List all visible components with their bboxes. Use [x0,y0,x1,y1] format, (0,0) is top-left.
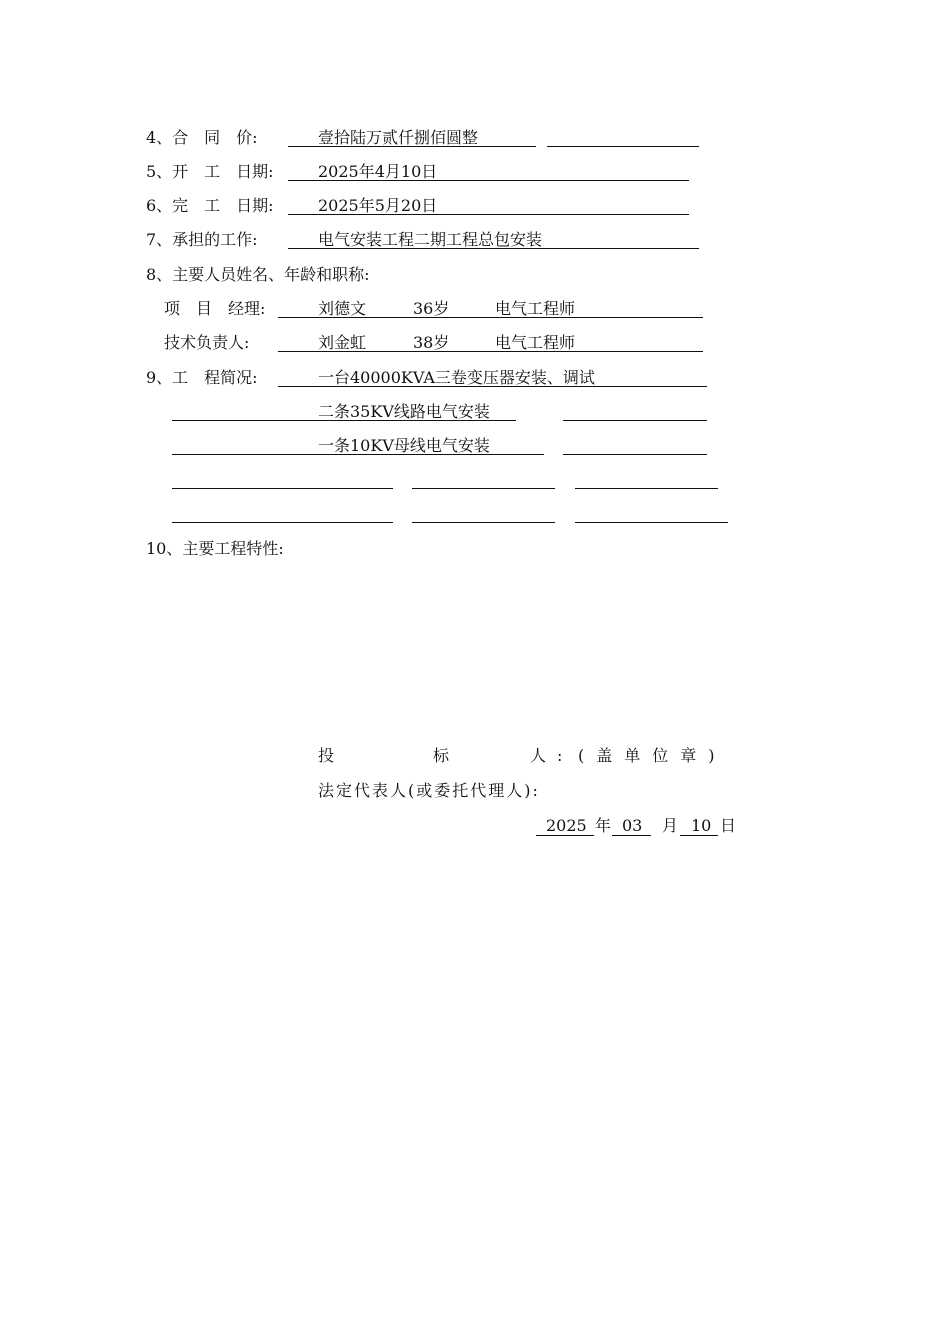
seal-note: (盖单位章) [578,746,727,765]
underline [563,420,707,421]
sign-date-day-unit: 日 [720,816,737,835]
personnel-name: 刘金虹 [318,333,367,352]
underline [172,454,544,455]
contract-price-value: 壹拾陆万贰仟捌佰圆整 [318,128,479,147]
underline [612,835,651,836]
personnel-title: 电气工程师 [495,299,576,318]
bidder-char: 人 [530,746,547,765]
underline [412,522,555,523]
sign-date-day: 10 [691,816,712,835]
sign-date-month-unit: 月 [662,816,679,835]
underline [288,146,536,147]
work-scope-label: 7、承担的工作: [146,230,258,249]
personnel-age: 36岁 [413,299,450,318]
underline [563,454,707,455]
start-date-label: 5、开 工 日期: [146,162,274,181]
bidder-char: 标 [433,746,450,765]
underline [412,488,555,489]
underline [547,146,699,147]
personnel-age: 38岁 [413,333,450,352]
legal-representative-label: 法定代表人(或委托代理人): [318,781,540,800]
underline [575,488,718,489]
underline [288,248,699,249]
contract-price-label: 4、合 同 价: [146,128,258,147]
underline [172,488,393,489]
personnel-name: 刘德文 [318,299,367,318]
sign-date-year-unit: 年 [595,816,612,835]
overview-line: 一条10KV母线电气安装 [318,436,490,455]
sign-date-month: 03 [622,816,643,835]
overview-line: 二条35KV线路电气安装 [318,402,490,421]
underline [288,214,689,215]
work-scope-value: 电气安装工程二期工程总包安装 [318,230,543,249]
personnel-role: 项 目 经理: [164,299,266,318]
underline [278,386,707,387]
features-label: 10、主要工程特性: [146,539,284,558]
underline [575,522,728,523]
personnel-heading: 8、主要人员姓名、年龄和职称: [146,265,370,284]
end-date-value: 2025年5月20日 [318,196,438,215]
sign-date-year: 2025 [546,816,587,835]
bidder-char: : [557,746,563,765]
personnel-role: 技术负责人: [164,333,250,352]
underline [536,835,594,836]
start-date-value: 2025年4月10日 [318,162,438,181]
underline [278,317,703,318]
underline [278,351,703,352]
overview-line: 一台40000KVA三卷变压器安装、调试 [318,368,595,387]
underline [288,180,689,181]
overview-label: 9、工 程简况: [146,368,258,387]
bidder-char: 投 [318,746,335,765]
personnel-title: 电气工程师 [495,333,576,352]
underline [680,835,718,836]
underline [172,420,516,421]
end-date-label: 6、完 工 日期: [146,196,274,215]
underline [172,522,393,523]
